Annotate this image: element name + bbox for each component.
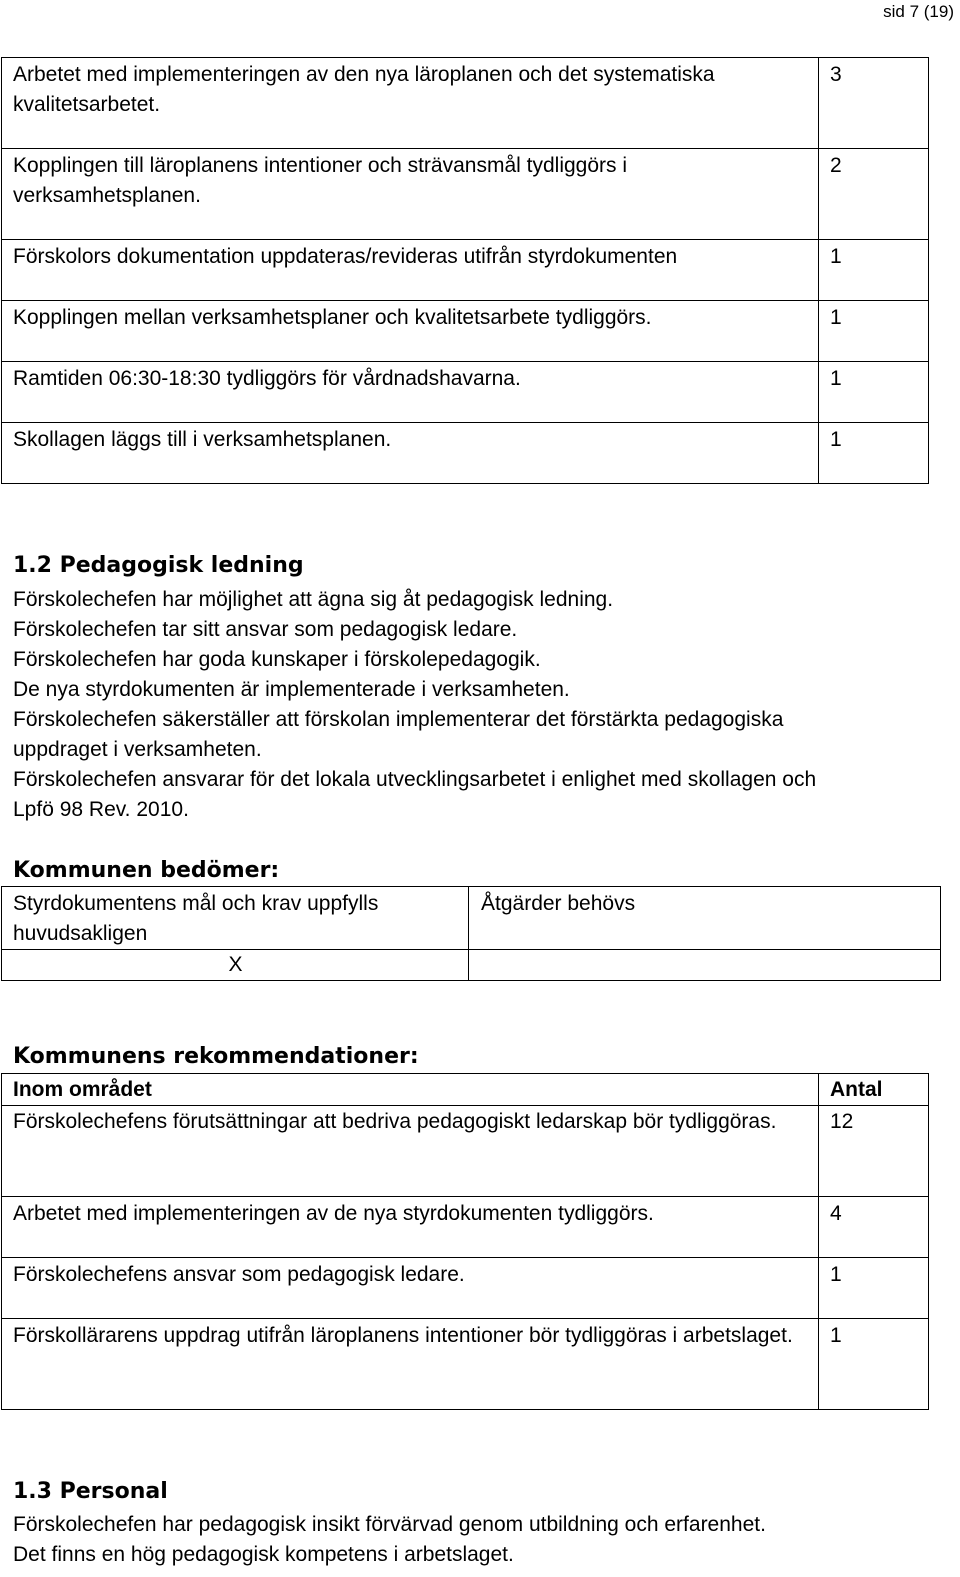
table-row xyxy=(2,301,929,362)
table-header-row xyxy=(2,1074,929,1106)
table-row xyxy=(2,887,941,950)
row-text: Förskolechefens förutsättningar att bedriva pedagogiskt ledarskap bör tydliggöras. xyxy=(2,1106,819,1197)
page-number: sid 7 (19) xyxy=(883,2,954,21)
row-text: Förskolors dokumentation uppdateras/revideras utifrån styrdokumenten xyxy=(2,240,819,301)
row-count: 2 xyxy=(819,149,929,240)
row-text: Skollagen läggs till i verksamhetsplanen. xyxy=(2,423,819,484)
body-line: Förskolechefen tar sitt ansvar som pedagogisk ledare. xyxy=(13,618,518,641)
row-count: 1 xyxy=(819,301,929,362)
body-line: Förskolechefen har pedagogisk insikt förvärvad genom utbildning och erfarenhet. xyxy=(13,1513,766,1536)
table-row xyxy=(2,362,929,423)
table-row xyxy=(2,58,929,149)
body-line: Förskolechefen har goda kunskaper i förskolepedagogik. xyxy=(13,648,541,671)
assessment-table xyxy=(1,886,941,981)
row-text: Kopplingen till läroplanens intentioner och strävansmål tydliggörs i verksamhetsplanen. xyxy=(2,149,819,240)
body-line: Förskolechefen säkerställer att förskolan implementerar det förstärkta pedagogiska xyxy=(13,708,784,731)
row-text: Kopplingen mellan verksamhetsplaner och kvalitetsarbete tydliggörs. xyxy=(2,301,819,362)
section-body xyxy=(13,585,943,825)
assessment-mark xyxy=(469,950,941,981)
table-row xyxy=(2,950,941,981)
row-text: Ramtiden 06:30-18:30 tydliggörs för vårdnadshavarna. xyxy=(2,362,819,423)
row-count: 3 xyxy=(819,58,929,149)
section-heading-personal: 1.3 Personal xyxy=(13,1479,168,1504)
recommendations-heading: Kommunens rekommendationer: xyxy=(13,1044,419,1069)
row-text: Arbetet med implementeringen av den nya läroplanen och det systematiska kvalitetsarbetet. xyxy=(2,58,819,149)
table-row xyxy=(2,423,929,484)
row-text: Förskolechefens ansvar som pedagogisk ledare. xyxy=(2,1258,819,1319)
table-row xyxy=(2,149,929,240)
row-count: 1 xyxy=(819,423,929,484)
body-line: Förskolechefen ansvarar för det lokala utvecklingsarbetet i enlighet med skollagen och xyxy=(13,768,817,791)
row-count: 1 xyxy=(819,362,929,423)
row-count: 1 xyxy=(819,240,929,301)
assessment-option-met: Styrdokumentens mål och krav uppfylls huvudsakligen xyxy=(2,887,469,950)
table-row xyxy=(2,1106,929,1197)
assessment-option-actions: Åtgärder behövs xyxy=(469,887,941,950)
top-table xyxy=(1,57,929,484)
assessment-heading: Kommunen bedömer: xyxy=(13,858,280,883)
row-text: Förskollärarens uppdrag utifrån läroplanens intentioner bör tydliggöras i arbetslaget. xyxy=(2,1319,819,1410)
body-line: Förskolechefen har möjlighet att ägna sig åt pedagogisk ledning. xyxy=(13,588,614,611)
row-count: 1 xyxy=(819,1319,929,1410)
section-body xyxy=(13,1510,943,1570)
row-count: 4 xyxy=(819,1197,929,1258)
column-header-area: Inom området xyxy=(2,1074,819,1106)
table-row xyxy=(2,240,929,301)
table-row xyxy=(2,1319,929,1410)
body-line: uppdraget i verksamheten. xyxy=(13,738,262,761)
recommendations-table xyxy=(1,1073,929,1410)
section-heading-pedagogisk-ledning: 1.2 Pedagogisk ledning xyxy=(13,553,304,578)
body-line: De nya styrdokumenten är implementerade i verksamheten. xyxy=(13,678,570,701)
table-row xyxy=(2,1258,929,1319)
row-count: 12 xyxy=(819,1106,929,1197)
body-line: Lpfö 98 Rev. 2010. xyxy=(13,798,189,821)
assessment-mark: X xyxy=(2,950,469,981)
row-text: Arbetet med implementeringen av de nya styrdokumenten tydliggörs. xyxy=(2,1197,819,1258)
row-count: 1 xyxy=(819,1258,929,1319)
table-row xyxy=(2,1197,929,1258)
column-header-count: Antal xyxy=(819,1074,929,1106)
body-line: Det finns en hög pedagogisk kompetens i arbetslaget. xyxy=(13,1543,514,1566)
